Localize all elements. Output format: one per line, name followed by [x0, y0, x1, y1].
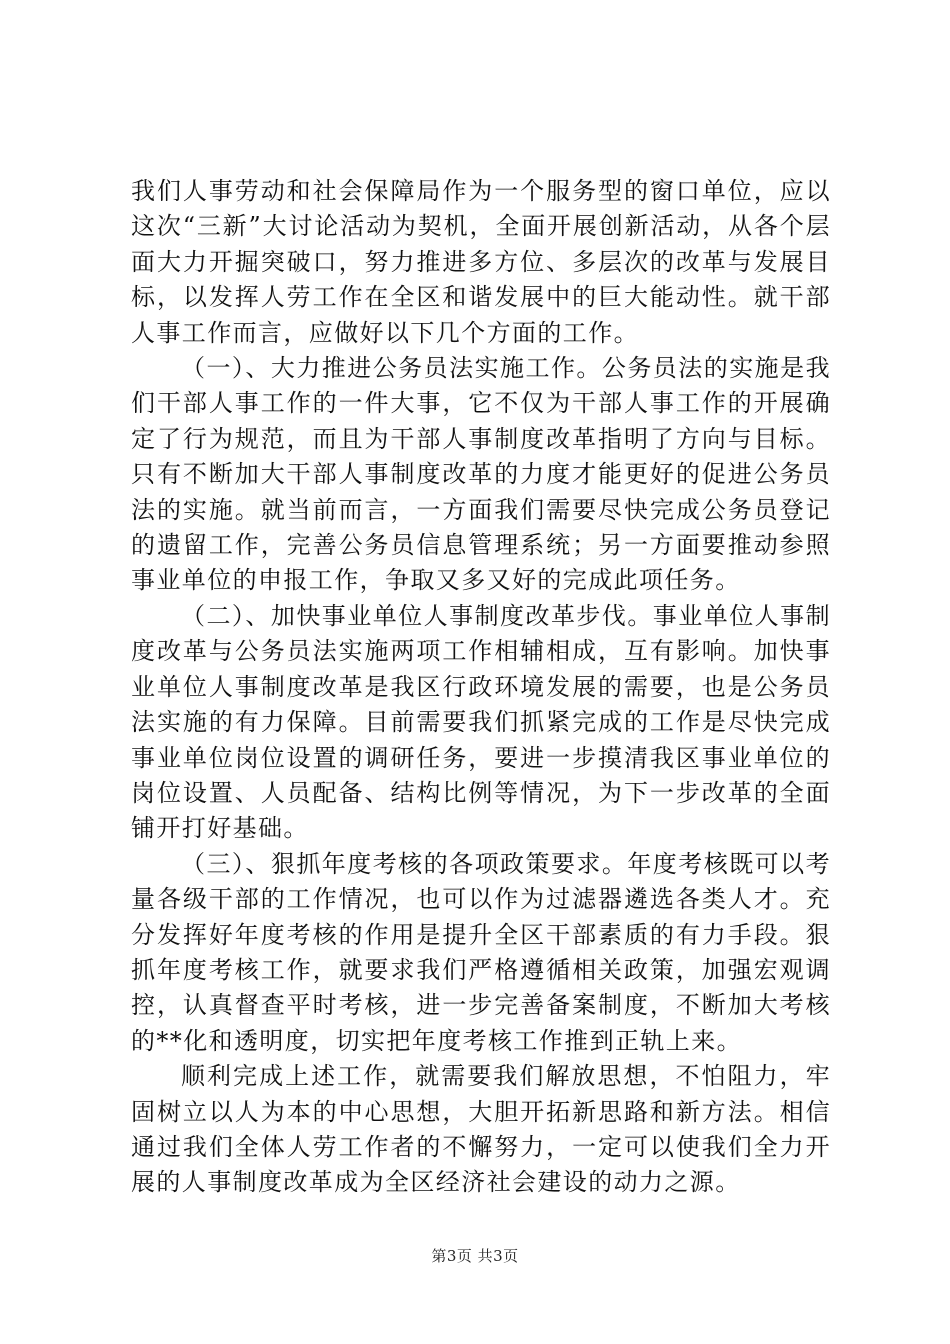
page-number-footer: 第3页 共3页: [431, 1247, 519, 1265]
paragraph-section-3: （三）、狠抓年度考核的各项政策要求。年度考核既可以考量各级干部的工作情况，也可以作为过滤器遴选各类人才。充分发挥好年度考核的作用是提升全区干部素质的有力手段。狠抓年度考核工作，就要求我们严格遵循相关政策，加强宏观调控，认真督查平时考核，进一步完善备案制度，不断加大考核的**化和透明度，切实把年度考核工作推到正轨上来。: [131, 849, 831, 1055]
paragraph-conclusion: 顺利完成上述工作，就需要我们解放思想，不怕阻力，牢固树立以人为本的中心思想，大胆开拓新思路和新方法。相信通过我们全体人劳工作者的不懈努力，一定可以使我们全力开展的人事制度改革成为全区经济社会建设的动力之源。: [131, 1062, 831, 1197]
paragraph-section-1: （一）、大力推进公务员法实施工作。公务员法的实施是我们干部人事工作的一件大事，它不仅为干部人事工作的开展确定了行为规范，而且为干部人事制度改革指明了方向与目标。只有不断加大干部人事制度改革的力度才能更好的促进公务员法的实施。就当前而言，一方面我们需要尽快完成公务员登记的遗留工作，完善公务员信息管理系统；另一方面要推动参照事业单位的申报工作，争取又多又好的完成此项任务。: [131, 354, 831, 595]
paragraph-section-2: （二）、加快事业单位人事制度改革步伐。事业单位人事制度改革与公务员法实施两项工作相辅相成，互有影响。加快事业单位人事制度改革是我区行政环境发展的需要，也是公务员法实施的有力保障。目前需要我们抓紧完成的工作是尽快完成事业单位岗位设置的调研任务，要进一步摸清我区事业单位的岗位设置、人员配备、结构比例等情况，为下一步改革的全面铺开打好基础。: [131, 601, 831, 843]
paragraph-intro: 我们人事劳动和社会保障局作为一个服务型的窗口单位，应以这次“三新”大讨论活动为契机，全面开展创新活动，从各个层面大力开掘突破口，努力推进多方位、多层次的改革与发展目标，以发挥人劳工作在全区和谐发展中的巨大能动性。就干部人事工作而言，应做好以下几个方面的工作。: [131, 177, 831, 347]
document-body: [131, 174, 831, 1201]
